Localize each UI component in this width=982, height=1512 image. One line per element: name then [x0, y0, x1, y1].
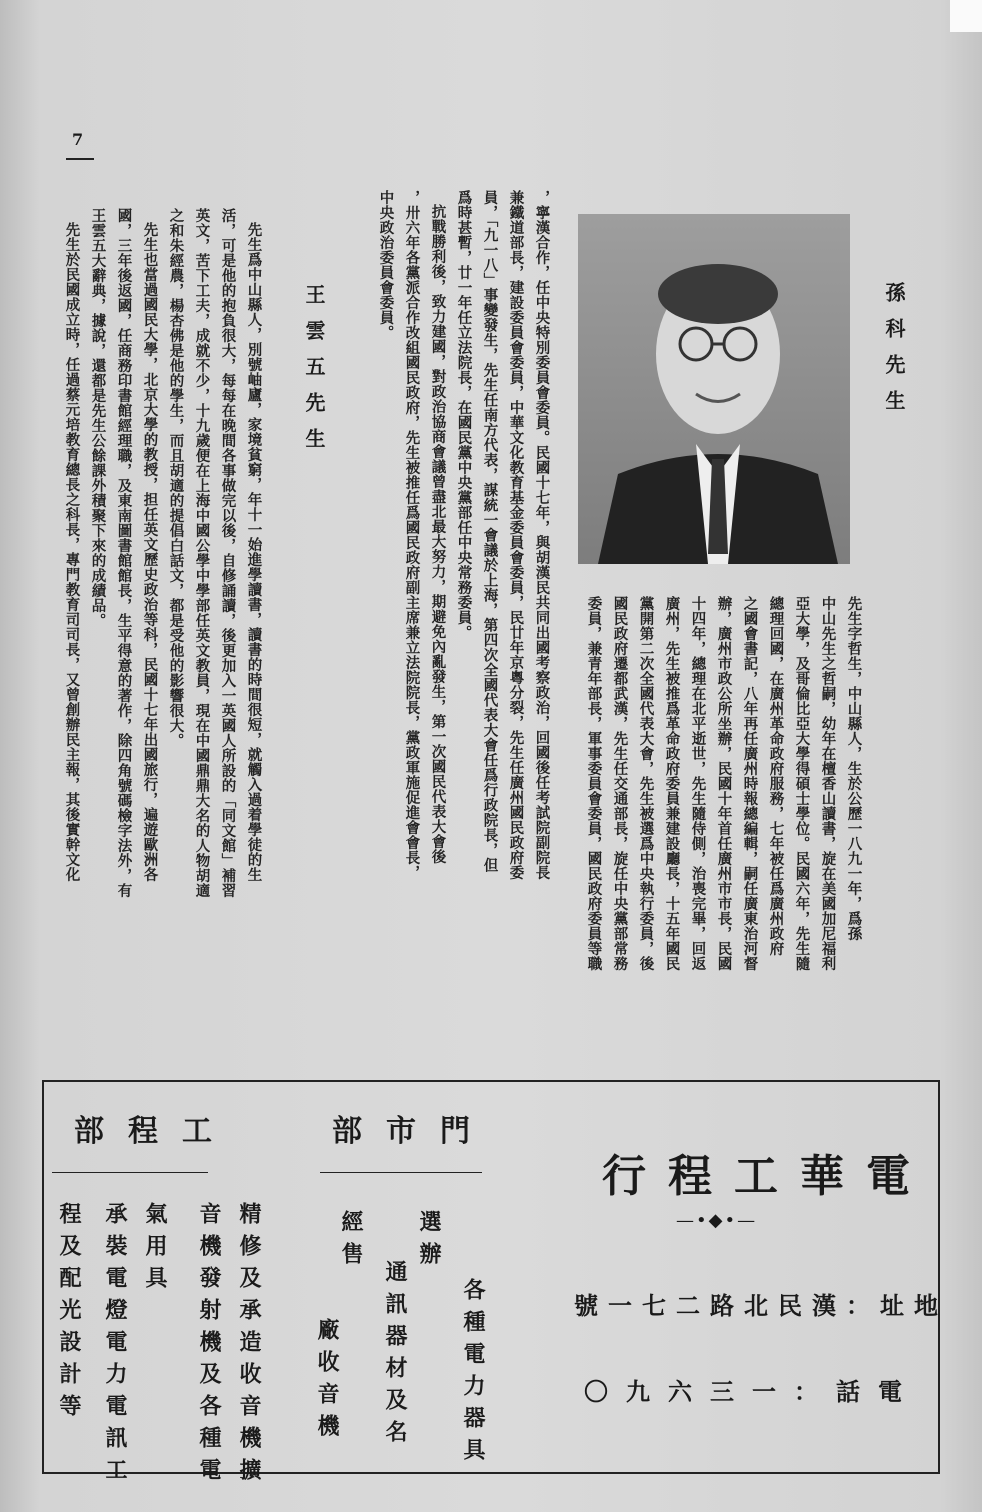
address-value: 漢民北路二七一號 — [574, 1291, 846, 1320]
store-item: 廠收音機 — [314, 1318, 340, 1446]
store-service: 經售 — [338, 1210, 364, 1274]
wang-yunwu-bio-col: 活，可是他的抱負很大，每每在晚間各事做完以後，自修誦讀，後更加入一英國人所設的「同文館」補習 — [219, 208, 237, 898]
store-dept-rule — [320, 1172, 482, 1173]
sun-ke-bio-col: 辦，廣州市政公所坐辦，民國十年首任廣州市市長，民國 — [715, 596, 733, 971]
page-number: 7 — [72, 130, 84, 149]
sun-ke-bio-col: 國民政府遷都武漢，先生任交通部長，旋任中央黨部常務 — [611, 596, 629, 971]
page-corner — [950, 0, 982, 32]
phone-label: 電話： — [794, 1377, 920, 1406]
store-dept-title: 門市部 — [332, 1114, 494, 1149]
eng-item: 氣用具 — [142, 1202, 168, 1298]
eng-item: 程及配光設計等 — [56, 1202, 82, 1426]
phone-value: 一三六九〇 — [584, 1377, 794, 1406]
sun-ke-bio-col: 黨開第二次全國代表大會，先生被選爲中央執行委員，後 — [637, 596, 655, 971]
advertisement-box — [42, 1080, 948, 1490]
store-item: 通訊器材及名 — [382, 1260, 408, 1452]
page-number-rule — [66, 158, 94, 160]
wang-yunwu-bio-col: 英文，苦下工夫，成就不少，十九歲便在上海中國公學中學部任英文教員，現在中國鼎鼎大名的人物胡適 — [193, 208, 211, 898]
phone-line — [584, 1372, 920, 1407]
wang-yunwu-bio-col: 王雲五大辭典，據說，還都是先生公餘課外積聚下來的成績品。 — [89, 208, 107, 628]
sun-ke-bio-col: 兼鐵道部長，建設委員會委員，中華文化教育基金委員會委員，民廿年京粵分裂，先生任廣州國民政府委 — [507, 190, 525, 880]
sun-ke-title: 孫科先生 — [882, 282, 906, 426]
sun-ke-bio-col: 亞大學，及哥倫比亞大學得碩士學位。民國六年，先生隨 — [793, 596, 811, 971]
wang-yunwu-bio-col: 先生爲中山縣人，別號岫廬，家境貧窮，年十一始進學讀書，讀書的時間很短，就觸入過着學徒的生 — [245, 222, 263, 882]
sun-ke-bio-col: 之國會書記，八年再任廣州時報總編輯，嗣任廣東治河督 — [741, 596, 759, 971]
sun-ke-bio-col: 總理回國，在廣州革命政府服務，七年被任爲廣州政府 — [767, 596, 785, 956]
eng-item: 精修及承造收音機擴 — [236, 1202, 262, 1490]
sun-ke-bio-col: 員，「九一八」事變發生，先生任南方代表，謀統一會議於上海，第四次全國代表大會任爲行政院長，但 — [481, 190, 499, 873]
sun-ke-bio-col: ，卅六年各黨派合作改組國民政府，先生被推任爲國民政府副主席兼立法院院長，黨政軍施促進會會長， — [403, 190, 421, 880]
eng-item: 音機發射機及各種電 — [196, 1202, 222, 1490]
sun-ke-bio-col: 中山先生之哲嗣，幼年在檀香山讀書，旋在美國加尼福利 — [819, 596, 837, 971]
eng-dept-rule — [52, 1172, 208, 1173]
wang-yunwu-bio-col: 國，三年後返國，任商務印書館經理職，及東南圖書館館長，生平得意的著作，除四角號碼檢字法外，有 — [115, 208, 133, 898]
company-name: 電華工程行 — [602, 1151, 932, 1202]
sun-ke-bio-col: 抗戰勝利後，致力建國，對政治協商會議曾盡北最大努力，期避免內亂發生，第一次國民代表大會後 — [429, 204, 447, 864]
wang-yunwu-title: 王雲五先生 — [302, 284, 326, 464]
sun-ke-bio-col: 委員，兼青年部長，軍事委員會委員，國民政府委員等職 — [585, 596, 603, 971]
sun-ke-bio-col: 十四年，總理在北平逝世，先生隨侍側，治喪完畢，回返 — [689, 596, 707, 971]
store-item: 各種電力器具 — [460, 1278, 486, 1470]
eng-item: 承裝電燈電力電訊工 — [102, 1202, 128, 1490]
sun-ke-bio-col: ，寧漢合作，任中央特別委員會委員。民國十七年，與胡漢民共同出國考察政治，回國後任考試院副院長 — [533, 190, 551, 880]
ornament-divider: —•◆•— — [676, 1210, 758, 1231]
store-service: 選辦 — [416, 1210, 442, 1274]
sun-ke-bio-col: 先生字哲生，中山縣人，生於公歷一八九一年，爲孫 — [845, 596, 863, 941]
sun-ke-bio-col: 爲時甚暫，廿一年任立法院長，在國民黨中央黨部任中央常務委員。 — [455, 190, 473, 640]
sun-ke-bio-col: 中央政治委員會委員。 — [377, 190, 395, 340]
sun-ke-portrait — [578, 214, 850, 564]
address-label: 地址： — [846, 1291, 948, 1320]
wang-yunwu-bio-col: 先生也當過國民大學，北京大學的教授，担任英文歷史政治等科，民國十七年出國旅行，遍遊歐洲各 — [141, 222, 159, 882]
eng-dept-title: 工程部 — [74, 1114, 236, 1149]
wang-yunwu-bio-col: 之和朱經農，楊杏佛是他的學生，而且胡適的提倡白話文，都是受他的影響很大。 — [167, 208, 185, 748]
wang-yunwu-bio-col: 先生於民國成立時，任過蔡元培教育總長之科長，專門教育司司長，又曾創辦民主報，其後實幹文化 — [63, 222, 81, 882]
address-line — [574, 1286, 948, 1321]
sun-ke-bio-col: 廣州，先生被推爲革命政府委員兼建設廳長，十五年國民 — [663, 596, 681, 971]
